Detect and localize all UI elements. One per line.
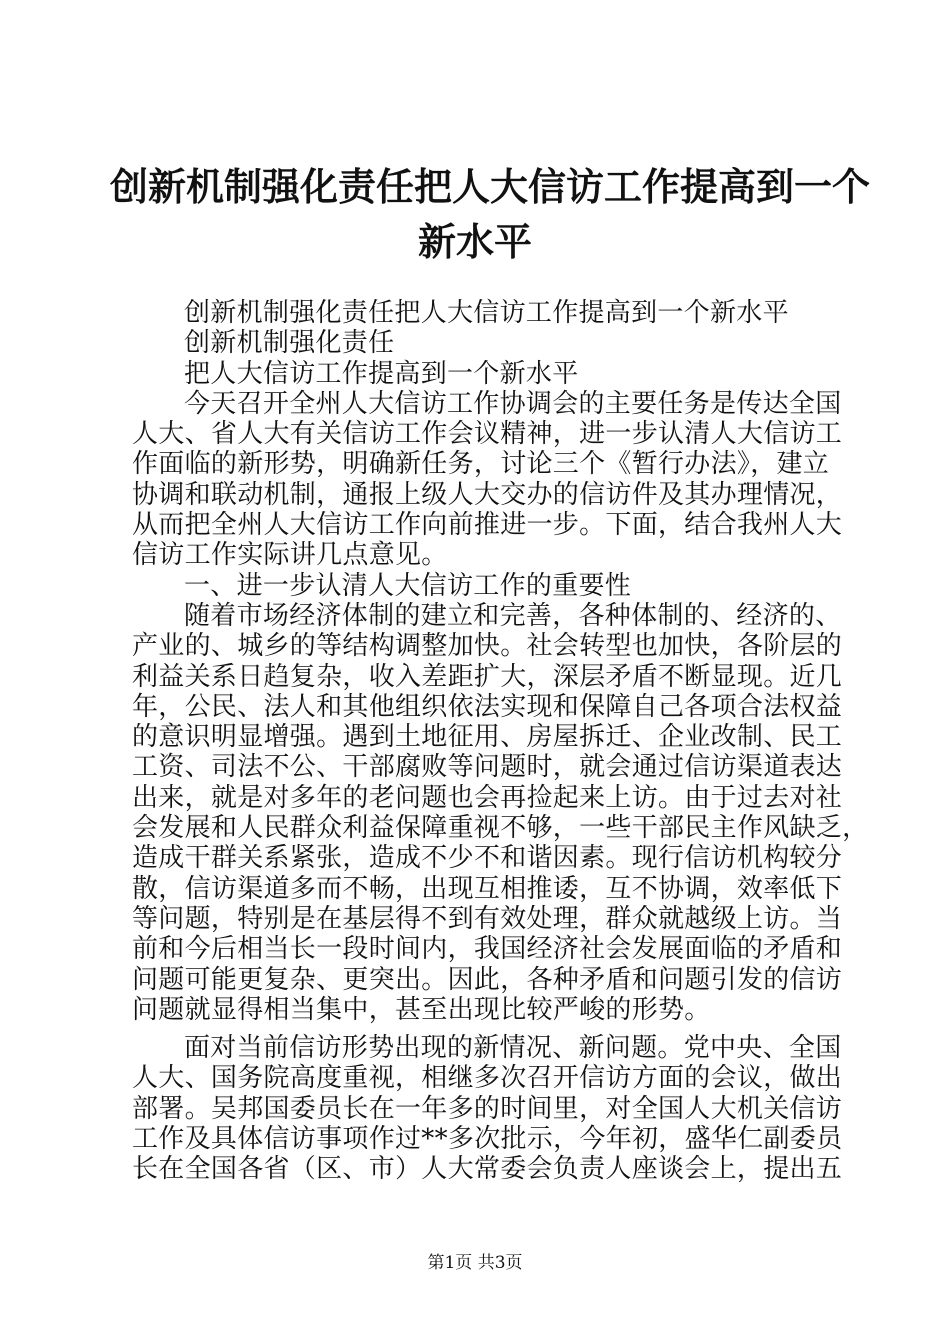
text-line: 人大、国务院高度重视，相继多次召开信访方面的会议，做出 [132,1063,843,1094]
text-line: 协调和联动机制，通报上级人大交办的信访件及其办理情况， [132,479,843,510]
text-line: 从而把全州人大信访工作向前推进一步。下面，结合我州人大 [132,510,843,541]
text-line: 造成干群关系紧张，造成不少不和谐因素。现行信访机构较分 [132,843,843,874]
text-line: 问题就显得相当集中，甚至出现比较严峻的形势。 [132,994,711,1025]
text-line: 利益关系日趋复杂，收入差距扩大，深层矛盾不断显现。近几 [132,661,843,692]
document-title-line-2: 新水平 [417,219,532,264]
text-line: 信访工作实际讲几点意见。 [132,540,448,571]
text-line: 工资、司法不公、干部腐败等问题时，就会通过信访渠道表达 [132,752,843,783]
text-line: 的意识明显增强。遇到土地征用、房屋拆迁、企业改制、民工 [132,722,843,753]
text-line: 问题可能更复杂、更突出。因此，各种矛盾和问题引发的信访 [132,964,843,995]
text-line: 工作及具体信访事项作过**多次批示，今年初，盛华仁副委员 [132,1124,843,1155]
text-line: 面对当前信访形势出现的新情况、新问题。党中央、全国 [184,1033,842,1064]
text-line: 长在全国各省（区、市）人大常委会负责人座谈会上，提出五 [132,1154,843,1185]
paragraph-gap [132,1025,832,1033]
page-footer: 第1页 共3页 [427,1253,523,1273]
text-line: 产业的、城乡的等结构调整加快。社会转型也加快，各阶层的 [132,631,843,662]
text-line: 创新机制强化责任 [184,328,395,359]
text-line: 随着市场经济体制的建立和完善，各种体制的、经济的、 [184,600,842,631]
text-line: 一、进一步认清人大信访工作的重要性 [184,570,632,601]
document-title-line-1: 创新机制强化责任把人大信访工作提高到一个 [110,164,871,209]
text-line: 前和今后相当长一段时间内，我国经济社会发展面临的矛盾和 [132,934,843,965]
text-line: 今天召开全州人大信访工作协调会的主要任务是传达全国 [184,388,842,419]
text-line: 年，公民、法人和其他组织依法实现和保障自己各项合法权益 [132,691,843,722]
text-line: 等问题，特别是在基层得不到有效处理，群众就越级上访。当 [132,903,843,934]
text-line: 把人大信访工作提高到一个新水平 [184,358,579,389]
text-line: 散，信访渠道多而不畅，出现互相推诿，互不协调，效率低下 [132,873,843,904]
text-line: 出来，就是对多年的老问题也会再捡起来上访。由于过去对社 [132,782,843,813]
text-line: 人大、省人大有关信访工作会议精神，进一步认清人大信访工 [132,419,843,450]
document-body [132,298,869,1185]
text-line: 会发展和人民群众利益保障重视不够，一些干部民主作风缺乏， [132,813,869,844]
text-line: 部署。吴邦国委员长在一年多的时间里，对全国人大机关信访 [132,1093,843,1124]
text-line: 作面临的新形势，明确新任务，讨论三个《暂行办法》，建立 [132,449,830,480]
text-line: 创新机制强化责任把人大信访工作提高到一个新水平 [184,298,789,328]
